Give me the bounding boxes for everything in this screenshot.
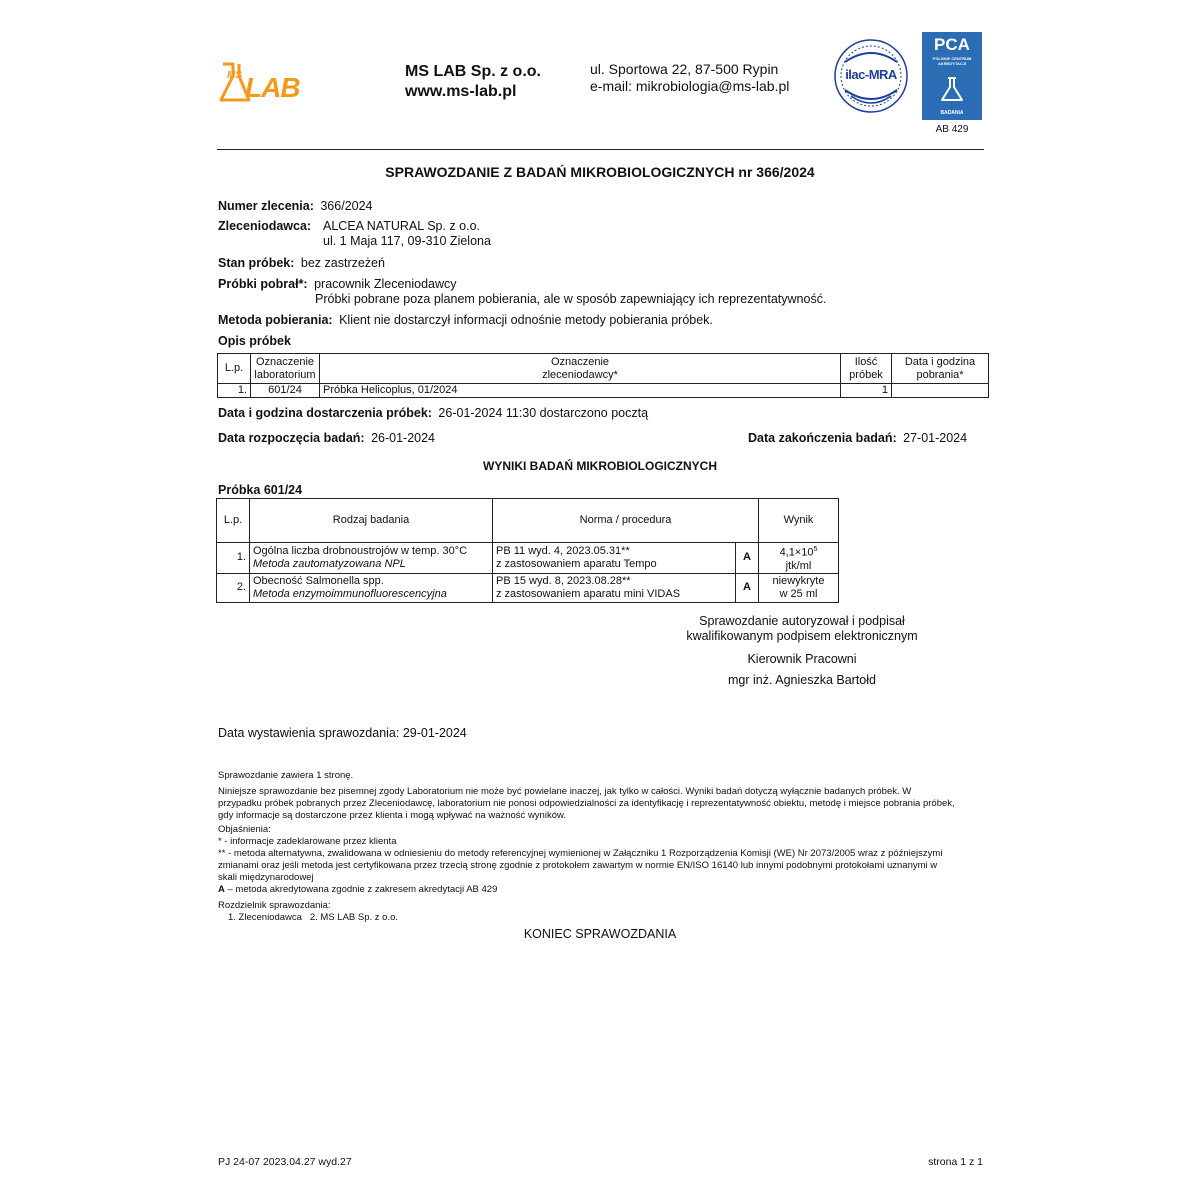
footer-doc-code: PJ 24-07 2023.04.27 wyd.27 — [218, 1156, 352, 1168]
cell-accreditation: A — [736, 573, 759, 602]
signature-line2: kwalifikowanym podpisem elektronicznym — [686, 629, 918, 643]
sampled-by-row — [218, 277, 457, 292]
notes-p3: gdy informacje są dostarczone przez klienta i mogą wpływać na ważność wyników. — [218, 810, 566, 821]
company-email: e-mail: mikrobiologia@ms-lab.pl — [590, 78, 790, 94]
sample-state-value: bez zastrzeżeń — [300, 256, 385, 270]
end-of-report: KONIEC SPRAWOZDANIA — [523, 927, 677, 941]
report-notes — [218, 770, 988, 924]
cell-test — [250, 573, 493, 602]
col-date: Data i godzina pobrania* — [892, 354, 989, 384]
notes-p2: przypadku próbek pobranych przez Zleceniodawcę, laboratorium nie ponosi odpowiedzialności za identyfikację i reprezentatywność obiektu, metodę i miejsce pobrania próbek, — [218, 798, 955, 809]
end-date-value: 27-01-2024 — [903, 431, 968, 445]
cell-lp: 2. — [217, 573, 250, 602]
result-value: $4,1\times 10^5$ — [779, 546, 818, 559]
delivery-value: 26-01-2024 11:30 dostarczono pocztą — [438, 406, 649, 420]
norm-note: z zastosowaniem aparatu mini VIDAS — [496, 587, 681, 600]
samples-heading — [218, 334, 291, 349]
notes-distribution: Rozdzielnik sprawozdania: — [218, 900, 331, 911]
ilac-text: ilac-MRA — [845, 67, 897, 82]
col-client-mark: Oznaczenie zleceniodawcy* — [320, 354, 841, 384]
col-test: Rodzaj badania — [250, 499, 493, 543]
start-date-row — [218, 431, 435, 446]
end-date-label: Data zakończenia badań: — [748, 431, 897, 445]
results-heading: WYNIKI BADAŃ MIKROBIOLOGICZNYCH — [483, 459, 717, 473]
sample-state-label: Stan próbek: — [218, 256, 295, 270]
norm-name: PB 15 wyd. 8, 2023.08.28** — [496, 574, 631, 587]
pca-badge: BADANIA — [940, 110, 964, 116]
order-number-row — [218, 199, 373, 214]
sampling-method-row — [218, 313, 713, 328]
order-number-label: Numer zlecenia: — [218, 199, 314, 213]
col-lp: L.p. — [218, 354, 251, 384]
client-row — [218, 219, 311, 234]
cell-lab-mark: 601/24 — [251, 384, 320, 398]
cell-lp: 1. — [218, 384, 251, 398]
sample-state-row — [218, 256, 385, 271]
cell-accreditation: A — [736, 543, 759, 574]
table-row — [217, 573, 839, 602]
client-label: Zleceniodawca: — [218, 219, 312, 233]
samples-heading-text: Opis próbek — [218, 334, 291, 348]
signature-role: Kierownik Pracowni — [747, 652, 857, 666]
notes-pages: Sprawozdanie zawiera 1 stronę. — [218, 770, 354, 781]
notes-p1: Niniejsze sprawozdanie bez pisemnej zgody Laboratorium nie może być powielane inaczej, jak tylko w całości. Wyniki badań dotyczą wyłącznie badanych próbek. W — [218, 786, 912, 797]
address-block — [590, 61, 789, 95]
test-method: Metoda zautomatyzowana NPL — [253, 557, 406, 570]
notes-e3: A – metoda akredytowana zgodnie z zakresem akredytacji AB 429 — [218, 884, 498, 895]
sampled-by-note: Próbki pobrane poza planem pobierania, ale w sposób zapewniający ich reprezentatywność. — [315, 292, 827, 306]
logo-small-text: MS — [227, 70, 242, 81]
pca-logo — [922, 32, 982, 120]
cell-norm — [493, 543, 736, 574]
cell-qty: 1 — [841, 384, 892, 398]
header-divider — [217, 149, 984, 150]
cell-date — [892, 384, 989, 398]
test-method: Metoda enzymoimmunofluorescencyjna — [253, 587, 447, 600]
norm-note: z zastosowaniem aparatu Tempo — [496, 557, 657, 570]
delivery-row — [218, 406, 648, 421]
result-unit: jtk/ml — [785, 559, 812, 572]
company-name: MS LAB Sp. z o.o. — [405, 63, 541, 80]
cell-test — [250, 543, 493, 574]
test-name: Ogólna liczba drobnoustrojów w temp. 30°C — [253, 544, 468, 557]
col-norm: Norma / procedura — [493, 499, 759, 543]
table-row — [217, 543, 839, 574]
lab-logo — [215, 58, 310, 108]
notes-e2a: ** - metoda alternatywna, zwalidowana w odniesieniu do metody referencyjnej wymienionej w Załączniku 1 Rozporządzenia Komisji (WE) Nr 2073/2005 wraz z późniejszymi — [218, 848, 943, 859]
start-date-value: 26-01-2024 — [371, 431, 436, 445]
cell-client-mark: Próbka Helicoplus, 01/2024 — [320, 384, 841, 398]
pca-sub2: AKREDYTACJI — [937, 61, 967, 66]
col-qty: Ilość próbek — [841, 354, 892, 384]
result-value: niewykryte — [772, 574, 825, 587]
results-header-row — [217, 499, 839, 543]
report-title: SPRAWOZDANIE Z BADAŃ MIKROBIOLOGICZNYCH nr 366/2024 — [385, 164, 815, 180]
sampling-method-value: Klient nie dostarczył informacji odnośnie metody pobierania próbek. — [339, 313, 713, 327]
cell-result — [759, 543, 839, 574]
test-name: Obecność Salmonella spp. — [253, 574, 384, 587]
sampled-by-label: Próbki pobrał*: — [218, 277, 308, 291]
sampled-by-value: pracownik Zleceniodawcy — [314, 277, 457, 291]
footer-page-number: strona 1 z 1 — [928, 1156, 983, 1168]
notes-e1: * - informacje zadeklarowane przez klienta — [218, 836, 397, 847]
norm-name: PB 11 wyd. 4, 2023.05.31** — [496, 544, 630, 557]
client-address: ul. 1 Maja 117, 09-310 Zielona — [323, 234, 491, 248]
col-result: Wynik — [759, 499, 839, 543]
samples-header-row — [218, 354, 989, 384]
table-row — [218, 384, 989, 398]
notes-e2b: zmianami oraz jeśli metoda jest certyfikowana przez trzecią stronę zgodnie z protokołem zawartym w normie EN/ISO 16140 lub innymi podobnymi protokołami uznanymi w — [218, 860, 938, 871]
notes-e2c: skali międzynarodowej — [218, 872, 314, 883]
pca-flask-icon — [938, 76, 966, 104]
order-number-value: 366/2024 — [320, 199, 373, 213]
signature-line1: Sprawozdanie autoryzował i podpisał — [699, 614, 905, 628]
company-website: www.ms-lab.pl — [405, 83, 517, 100]
notes-explanations: Objaśnienia: — [218, 824, 271, 835]
ilac-mra-logo — [833, 38, 909, 114]
sampling-method-label: Metoda pobierania: — [218, 313, 333, 327]
results-table — [216, 498, 839, 603]
company-block — [405, 62, 541, 102]
delivery-label: Data i godzina dostarczenia próbek: — [218, 406, 432, 420]
signature-name: mgr inż. Agnieszka Bartołd — [728, 673, 876, 687]
client-name: ALCEA NATURAL Sp. z o.o. — [323, 219, 481, 233]
result-sample-label — [218, 483, 302, 498]
cell-lp: 1. — [217, 543, 250, 574]
end-date-row — [748, 431, 967, 446]
logo-big-text: LAB — [245, 72, 300, 103]
pca-sub1: POLSKIE CENTRUM — [932, 56, 972, 61]
col-lp: L.p. — [217, 499, 250, 543]
cell-norm — [493, 573, 736, 602]
cell-result — [759, 573, 839, 602]
result-unit: w 25 ml — [779, 587, 818, 600]
result-sample-label-text: Próbka 601/24 — [218, 483, 303, 497]
signature-block — [652, 614, 952, 688]
col-lab-mark: Oznaczenie laboratorium — [251, 354, 320, 384]
samples-table — [217, 353, 989, 398]
accreditation-number: AB 429 — [935, 124, 969, 135]
notes-distribution-list: 1. Zleceniodawca 2. MS LAB Sp. z o.o. — [228, 912, 399, 923]
issue-date: Data wystawienia sprawozdania: 29-01-2024 — [218, 726, 467, 740]
start-date-label: Data rozpoczęcia badań: — [218, 431, 365, 445]
company-address: ul. Sportowa 22, 87-500 Rypin — [590, 61, 779, 77]
pca-title: PCA — [934, 35, 970, 54]
